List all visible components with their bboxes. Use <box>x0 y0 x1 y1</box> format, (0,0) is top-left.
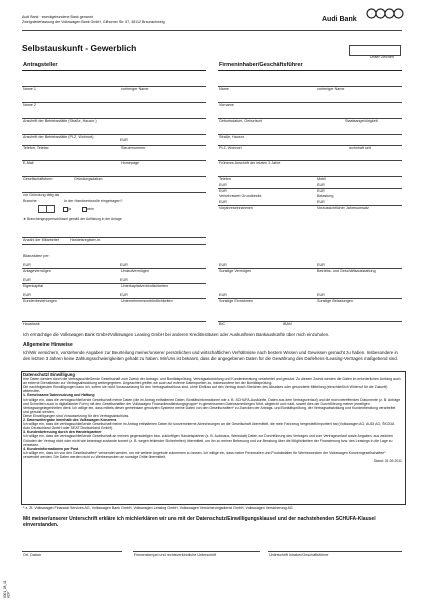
footnote: * z. Zt. Volkswagen Financial Services AG, Volkswagen Bank GmbH, Volkswagen Leasing GmbH, Volkswagen Versicherungsdienst GmbH, Volkswagen Versicherung AG <box>23 506 293 510</box>
label-handelsregister: Handelsregister-nr. <box>70 238 102 242</box>
label-unternehmensverbindlichkeiten: Unternehmensverbindlichkeiten <box>121 299 173 303</box>
label-email: E-Mail <box>23 161 34 165</box>
label-vorjahreseinnahmen: Vorjahreseinnahmen <box>219 206 253 210</box>
label-homepage: Homepage <box>121 161 140 165</box>
label-name2: Name 2 <box>23 103 36 107</box>
label-gruendungsdatum: Gründungsdatum <box>74 177 103 181</box>
label-gesellschaftsform: Gesellschaftsform <box>23 177 53 181</box>
sender-line-1: Audi Bank · zweckgebundene Bank genannt <box>22 15 93 19</box>
eur-label: EUR <box>120 138 128 142</box>
label-vor-gruendung: vor Gründung tätig als <box>23 193 60 197</box>
eur-label: EUR <box>120 263 128 267</box>
label-anschrift-plz: Anschrift der Betriebsstätte (PLZ, Wohnort) <box>23 135 94 139</box>
field-verkehrswert[interactable] <box>218 188 402 189</box>
label-fruehere-anschrift: Früheres Anschrift der letzten 3 Jahre <box>219 161 281 165</box>
eur-label: EUR <box>317 200 325 204</box>
label-anlagevermoegen: Anlagevermögen <box>23 269 51 273</box>
schufa-consent: Mit meiner/unserer Unterschrift erkläre ich mich/erklären wir uns mit der Datenschutz/Einwilligungsklausel und der nachstehenden SCHUFA-Klausel einverstanden. <box>23 516 376 528</box>
label-kundenbeziehungen: Kundenbeziehungen <box>23 299 57 303</box>
label-branche: Branche <box>23 199 37 203</box>
eur-label: EUR <box>219 183 227 187</box>
label-mobil: Mobil <box>317 177 326 181</box>
datenschutz-content <box>23 373 402 463</box>
datenschutz-title: Datenschutz/ Einwilligung <box>23 372 75 377</box>
field-bic-iban[interactable] <box>218 321 402 322</box>
label-strasse: Straße, Hausnr. <box>219 135 245 139</box>
label-umlaufvermoegen: Umlaufvermögen <box>121 269 150 273</box>
label-sonstige-vermoegen: Sonstige Vermögen <box>219 269 252 273</box>
label-jahresumsatz: Voraussichtlicher Jahresumsatz <box>317 206 369 210</box>
field-firmenstempel[interactable] <box>133 551 260 552</box>
label-sonstige-einnahmen: Sonstige Einnahmen <box>219 299 254 303</box>
datenschutz-para: Ich willige ein, dass die vertragsschließende Gesellschaft meine im Antrag enthaltenen Daten für konzerninterne Abrechnungen an die Gesellschaft übermittelt, die mein Fahrzeug hergestellt/importiert hat (Volkswagen AG, AUDI AG, ŠKODA Auto Deutschland GmbH oder SEAT Deutschland GmbH). <box>23 422 395 431</box>
datenschutz-para: Ich willige ein, dass die vertragsschließende Gesellschaft an meinen gegenwärtigen bzw. zukünftigen Handelspartner (z. B. Autohaus, Werkstatt) Daten zur Durchführung des Vertrages und zum Vertragsverlauf sowie Angaben, aus welchen Gründen der Vertrag nicht oder nicht wie beantragt zustande kommt (z. B. wegen fehlender Sicherheiten) übermittelt, um ihn zu meiner Betreuung und zur Beratung über die Möglichkeiten der Finanzierung bzw. des Leasings in die Lage zu versetzen. <box>23 434 393 447</box>
lead-text: Ich ermächtige die Volkswagen Bank GmbH/Volkswagen Leasing GmbH bei anderen Kreditinstituten oder Auskunfteien Bankauskünfte über mich einzuholen. <box>23 332 330 337</box>
unser-zeichen-label: Unser Zeichen <box>370 55 394 59</box>
label-unterkapital: Unterkapitalverbindlichkeiten <box>121 284 169 288</box>
audi-rings-logo <box>366 6 404 17</box>
divider <box>218 70 402 71</box>
page-title: Selbstauskunft - Gewerblich <box>22 43 137 53</box>
label-belastung: Belastung <box>317 194 334 198</box>
label-vorname: Vorname <box>219 103 234 107</box>
label-bilanzdaten: Bilanzdaten per: <box>23 254 50 258</box>
datenschutz-heading: 1. Gemeinsame Datennutzung und Haftung <box>23 393 95 398</box>
eur-label: EUR <box>317 183 325 187</box>
eur-label: EUR <box>23 278 31 282</box>
sender-line-2: Zweigniederlassung der Volkswagen Bank GmbH, Gifhorner Str. 57, 38112 Braunschweig <box>22 20 165 24</box>
field-vorname[interactable] <box>218 102 402 103</box>
label-unterschrift: Unterschrift Inhaber/Geschäftsführer <box>269 553 329 557</box>
label-vorheriger-name: vorheriger Name <box>121 87 149 91</box>
label-vorheriger-name-r: vorheriger Name <box>317 87 345 91</box>
margin-code: 0001_08_11 ADP <box>3 580 11 598</box>
eur-label: EUR <box>219 189 227 193</box>
stand-date: Stand: 01.09.2011 <box>373 458 402 463</box>
field-plz-wohnort[interactable] <box>218 145 402 146</box>
label-verkehrswert: Verkehrswert Grundbesitz <box>219 194 262 198</box>
datenschutz-heading: 4. Kundeninformationen per Post <box>23 446 79 451</box>
label-betriebsausstattung: Betriebs- und Geschäftsausstattung <box>317 269 376 273</box>
field-telefon-r[interactable] <box>218 176 402 177</box>
label-iban: IBAN <box>283 322 292 326</box>
label-anschrift-strasse: Anschrift der Betriebsstätte (Straße, Hausnr.) <box>23 119 97 123</box>
field-email[interactable] <box>22 160 206 161</box>
branche-box-2[interactable] <box>46 205 55 213</box>
datenschutz-para: Ihre Daten werden durch die Vertragsschließende Gesellschaft zum Zweck der Antrags- und Bonitätsprüfung, Vertragsabwicklung und Kundenberatung verarbeitet und genutzt. Zu diesem Zweck werden die Daten im erforderlichen Umfang auch an externe Dienstleister zur Vertragsabwicklung weitergegeben. Ungeachtet greifen wir auch auf externe Datenquellen zu, insbesondere bei der Bonitätsprüfung. <box>23 377 401 386</box>
firmeninhaber-heading: Firmeninhaber/Geschäftsführer <box>219 62 303 68</box>
antragsteller-heading: Antragsteller <box>23 62 58 68</box>
datenschutz-para: Ich willige ein, dass die vertragsschließende Gesellschaft meine Daten (die im Antrag enthaltenen Daten, Bonitätsinformationen wie z. B. SCHUFA-Auskünfte, Daten aus dem Vertragsverlauf) und die mich betreffenden Dokumente (z. B. Anträge und Schreiben auch in digitalisierter Form) mit den Gesellschaften der Volkswagen Finanzdienstleistungsgruppe* in gemeinsamen Datensammlungen führt, abgleicht und nutzt, soweit dies der Durchführung meiner jeweiligen Vertragsangelegenheiten dient. Ich willige ein, dass mittels dieser gemeinsam genutzten Systeme meine Daten von den Gesellschaften* zu Zwecken der Antrags- und Bonitätsprüfung, der Vertragsabwicklung und Kundenberatung verarbeitet und genutzt werden. <box>23 397 401 414</box>
label-firmenstempel: Firmenstempel und rechtsverbindliche Unterschrift <box>134 553 217 557</box>
label-plz-wohnort: PLZ, Wohnort <box>219 146 242 150</box>
label-name: Name <box>219 87 229 91</box>
label-telefon-r: Telefon <box>219 177 231 181</box>
datenschutz-para: Ich willige ein, dass ich von den Gesellschaften* verwendet werden, um mir weitere Angebote zukommen zu lassen. Ich willige ein, dass meine Personalien und Produktdaten für Werbezwecken der Volkswagen Konzerngesellschaften* verwendet werden. Die Daten werden nicht zu Werbezwecken an sonstige Dritte übermittelt. <box>23 450 386 459</box>
eur-label: EUR <box>219 200 227 204</box>
label-steuernummer: Steuernummer <box>121 146 146 150</box>
label-eigenkapital: Eigenkapital <box>23 284 44 288</box>
divider <box>22 244 206 245</box>
eur-label: EUR <box>219 293 227 297</box>
field-hausbank[interactable] <box>22 321 206 322</box>
field-ort-datum[interactable] <box>22 551 122 552</box>
field-name1[interactable] <box>22 86 206 87</box>
label-sonstige-belastungen: Sonstige Belastungen <box>317 299 353 303</box>
label-mitarbeiter: Anzahl der Mitarbeiter <box>23 238 60 242</box>
eur-label: EUR <box>120 293 128 297</box>
label-hausbank: Hausbank <box>23 322 40 326</box>
note-branchen: ★ Branchengruppenschlüssel gemäß der Auflistung in der Anlage <box>23 217 122 221</box>
hinweise-title: Allgemeine Hinweise <box>23 342 73 348</box>
label-nein: nein <box>87 207 94 211</box>
label-ort-datum: Ort, Datum <box>23 553 42 557</box>
label-bic: BIC <box>219 322 226 326</box>
divider <box>22 70 206 71</box>
hinweise-text: Ich/Wir versichern, vorstehende Angaben zur Beurteilung meiner/unserer persönlichen und wirtschaftlichen Verhältnisse nach bestem Wissen und Gewissen gemacht zu haben. Insbesondere in den letzten 3 Jahren keine Zahlungsschwierigkeiten gehabt zu haben. Mir/Uns ist bekannt, dass die angegebenen Daten für die Gewährung des Darlehens-/Leasing-Vertrages maßgebend sind. <box>23 350 398 361</box>
datenschutz-para: Die nachfolgenden Einwilligungen kann ich, sofern sie nicht Voraussetzung für den Vertragsabschluss sind, ohne Einfluss auf den Vertrag durch Streichen des Absatzes oder gesonderte Mitteilung (einschließlich Widerruf für die Zukunft) widerrufen. <box>23 385 388 394</box>
eur-label: EUR <box>120 278 128 282</box>
eur-label: EUR <box>219 263 227 267</box>
eur-label: EUR <box>317 189 325 193</box>
field-telefon[interactable] <box>22 145 206 146</box>
label-staatsangehoerigkeit: Staatsangehörigkeit <box>345 119 378 123</box>
label-wohnhaft-seit: wohnhaft seit <box>349 146 371 150</box>
label-handwerksrolle: In der Handwerksrolle eingetragen? <box>64 199 123 203</box>
field-unterschrift[interactable] <box>268 551 402 552</box>
eur-label: EUR <box>317 263 325 267</box>
eur-label: EUR <box>23 263 31 267</box>
divider <box>22 30 402 31</box>
eur-label: EUR <box>23 293 31 297</box>
label-ja: ja <box>68 207 71 211</box>
label-name1: Name 1 <box>23 87 36 91</box>
brand-name: Audi Bank <box>322 16 357 23</box>
datenschutz-para: Diese Einwilligungen sind Voraussetzung für den Vertragsabschluss. <box>23 413 130 418</box>
field-strasse[interactable] <box>218 134 402 135</box>
field-name[interactable] <box>218 86 402 87</box>
datenschutz-heading: 2. Datenweitergabe innerhalb des Volkswagen Konzerns <box>23 418 117 423</box>
field-name2[interactable] <box>22 102 206 103</box>
label-telefon: Telefon, Telefax <box>23 146 49 150</box>
eur-label: EUR <box>317 293 325 297</box>
datenschutz-heading: 3. Kundenbetreuung durch den Handelspartner <box>23 430 102 435</box>
field-eigenkapital[interactable] <box>22 283 206 284</box>
label-geburtsdatum: Geburtsdatum, Geburtsort <box>219 119 262 123</box>
